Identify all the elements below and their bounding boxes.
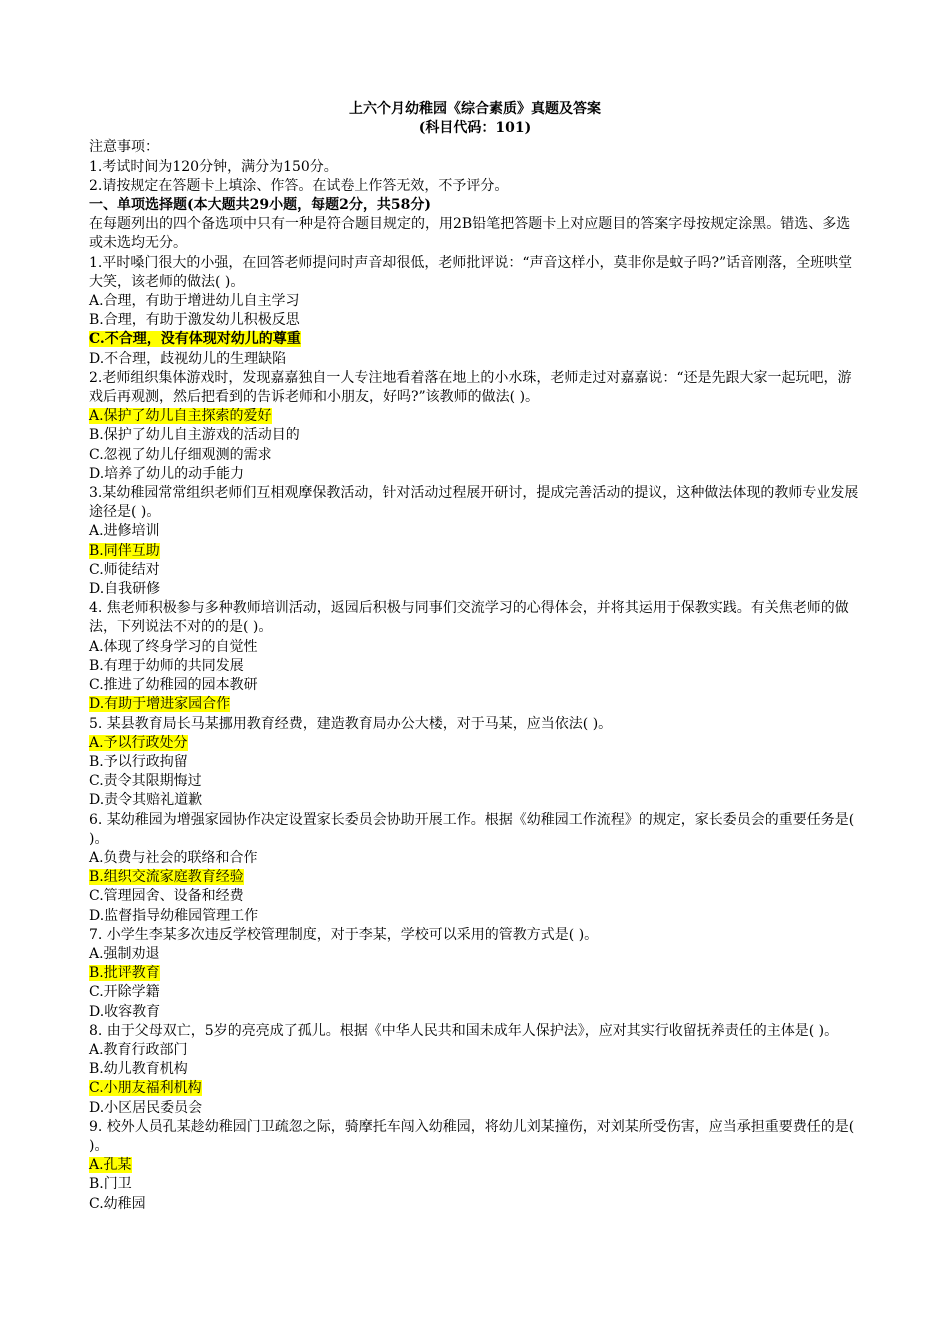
answer-option [89, 753, 861, 772]
section-instructions: 在每题列出的四个备选项中只有一种是符合题目规定的，用2B铅笔把答题卡上对应题目的答案字母按规定涂黑。错选、多选或未选均无分。 [89, 216, 851, 252]
option-text: A.进修培训 [89, 523, 160, 540]
answer-option-highlighted [89, 407, 861, 426]
exam-page [89, 100, 861, 1214]
question-stem: 9. 校外人员孔某趁幼稚园门卫疏忽之际，骑摩托车闯入幼稚园，将幼儿刘某撞伤，对刘某所受伤害，应当承担重要费任的是( )。 [89, 1118, 855, 1154]
answer-option-highlighted [89, 734, 861, 753]
answer-option [89, 657, 861, 676]
option-text: B.保护了幼儿自主游戏的活动目的 [89, 427, 300, 444]
question-stem: 3.某幼稚园常常组织老师们互相观摩保教活动，针对活动过程展开研讨，提成完善活动的提议，这种做法体现的教师专业发展途径是( )。 [89, 485, 859, 521]
option-text: A.强制劝退 [89, 945, 160, 962]
option-text: D.收容教育 [89, 1003, 161, 1020]
answer-option [89, 772, 861, 791]
answer-option-highlighted [89, 1079, 861, 1098]
answer-option [89, 887, 861, 906]
option-text: B.有理于幼师的共同发展 [89, 657, 244, 674]
subject-code: (科目代码：101) [418, 120, 532, 137]
answer-option-highlighted [89, 330, 861, 349]
option-text: D.监督指导幼稚园管理工作 [89, 907, 259, 924]
question-stem: 4. 焦老师积极参与多种教师培训活动，返园后积极与同事们交流学习的心得体会，并将其运用于保教实践。有关焦老师的做法，下列说法不对的的是( )。 [89, 600, 849, 636]
option-text: C.责令其限期悔过 [89, 773, 202, 790]
answer-option [89, 426, 861, 445]
option-text: D.小区居民委员会 [89, 1099, 203, 1116]
answer-option-highlighted [89, 1156, 861, 1175]
answer-option [89, 983, 861, 1002]
option-text: B.批评教育 [89, 965, 160, 982]
question-stem: 2.老师组织集体游戏时，发现嘉嘉独自一人专注地看着落在地上的小水珠，老师走过对嘉嘉说：“还是先跟大家一起玩吧，游戏后再观测，然后把看到的告诉老师和小朋友，好吗?”该教师的做法( )。 [89, 369, 852, 406]
option-text: C.管理园舍、设备和经费 [89, 888, 244, 905]
option-text: B.合理，有助于激发幼儿积极反思 [89, 312, 300, 329]
answer-option [89, 945, 861, 964]
answer-option [89, 465, 861, 484]
answer-option [89, 561, 861, 580]
section-title: 一、单项选择题(本大题共29小题，每题2分，共58分) [89, 197, 431, 214]
option-text: D.有助于增进家园合作 [89, 696, 231, 713]
answer-option-highlighted [89, 695, 861, 714]
question-stem: 6. 某幼稚园为增强家园协作决定设置家长委员会协助开展工作。根据《幼稚园工作流程》的规定，家长委员会的重要任务是( )。 [89, 811, 855, 847]
option-text: C.师徒结对 [89, 561, 160, 578]
answer-option-highlighted [89, 868, 861, 887]
option-text: B.组织交流家庭教育经验 [89, 869, 244, 886]
option-text: A.教育行政部门 [89, 1041, 188, 1058]
question-stem: 1.平时嗓门很大的小强，在回答老师提问时声音却很低，老师批评说：“声音这样小，莫非你是蚊子吗?”话音刚落，全班哄堂大笑，该老师的做法( )。 [89, 254, 853, 290]
answer-option [89, 1041, 861, 1060]
option-text: D.培养了幼儿的动手能力 [89, 465, 245, 482]
answer-option [89, 849, 861, 868]
note-item: 1.考试时间为120分钟，满分为150分。 [89, 158, 338, 175]
option-text: B.门卫 [89, 1176, 132, 1193]
answer-option [89, 350, 861, 369]
document-title: 上六个月幼稚园《综合素质》真题及答案 [349, 101, 601, 117]
answer-option [89, 638, 861, 657]
notes-header: 注意事项： [89, 139, 159, 156]
answer-option-highlighted [89, 964, 861, 983]
option-text: C.推进了幼稚园的园本教研 [89, 677, 258, 694]
option-text: B.幼儿教育机构 [89, 1061, 188, 1078]
answer-option [89, 1060, 861, 1079]
answer-option [89, 1175, 861, 1194]
answer-option [89, 791, 861, 810]
answer-option-highlighted [89, 542, 861, 561]
option-text: A.负费与社会的联络和合作 [89, 849, 258, 866]
option-text: D.不合理，歧视幼儿的生理缺陷 [89, 350, 287, 367]
option-text: A.保护了幼儿自主探索的爱好 [89, 408, 272, 425]
answer-option [89, 1099, 861, 1118]
option-text: B.同伴互助 [89, 542, 160, 559]
option-text: A.合理，有助于增进幼儿自主学习 [89, 293, 300, 310]
answer-option [89, 1003, 861, 1022]
option-text: C.小朋友福利机构 [89, 1080, 202, 1097]
answer-option [89, 446, 861, 465]
answer-option [89, 522, 861, 541]
answer-option [89, 311, 861, 330]
answer-option [89, 580, 861, 599]
option-text: A.予以行政处分 [89, 734, 188, 751]
question-stem: 8. 由于父母双亡，5岁的亮亮成了孤儿。根据《中华人民共和国未成年人保护法》，应对其实行收留抚养责任的主体是( )。 [89, 1022, 839, 1039]
option-text: C.不合理，没有体现对幼儿的尊重 [89, 331, 301, 348]
option-text: D.自我研修 [89, 581, 161, 598]
answer-option [89, 1195, 861, 1214]
answer-option [89, 292, 861, 311]
option-text: A.孔某 [89, 1157, 132, 1174]
option-text: C.忽视了幼儿仔细观测的需求 [89, 446, 272, 463]
question-list [89, 254, 861, 1214]
option-text: A.体现了终身学习的自觉性 [89, 638, 258, 655]
question-stem: 5. 某县教育局长马某挪用教育经费，建造教育局办公大楼，对于马某，应当依法( )。 [89, 715, 613, 732]
answer-option [89, 676, 861, 695]
question-stem: 7. 小学生李某多次违反学校管理制度，对于李某，学校可以采用的管教方式是( )。 [89, 926, 599, 943]
note-item: 2.请按规定在答题卡上填涂、作答。在试卷上作答无效，不予评分。 [89, 177, 509, 194]
option-text: C.幼稚园 [89, 1195, 146, 1212]
option-text: D.责令其赔礼道歉 [89, 792, 203, 809]
answer-option [89, 907, 861, 926]
option-text: C.开除学籍 [89, 984, 160, 1001]
option-text: B.予以行政拘留 [89, 753, 188, 770]
